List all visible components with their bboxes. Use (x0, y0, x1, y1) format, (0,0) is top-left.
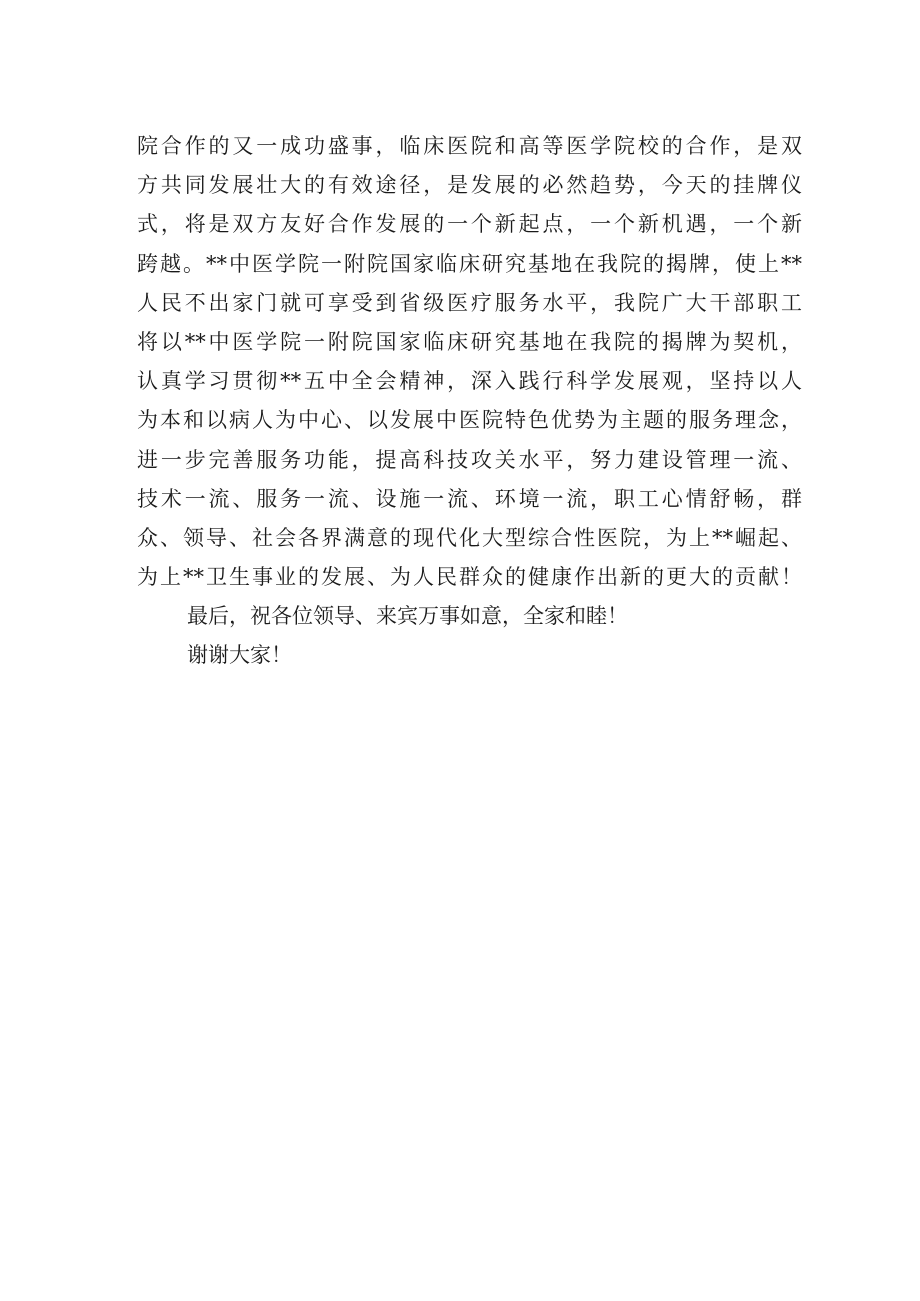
speech-body (137, 127, 802, 676)
paragraph-line: 跨越。**中医学院一附院国家临床研究基地在我院的揭牌，使上** (137, 251, 802, 276)
paragraph-line: 为上**卫生事业的发展、为人民群众的健康作出新的更大的贡献！ (137, 565, 802, 590)
paragraph-line: 式，将是双方友好合作发展的一个新起点，一个新机遇，一个新 (137, 212, 802, 237)
paragraph-line: 人民不出家门就可享受到省级医疗服务水平，我院广大干部职工 (137, 290, 802, 315)
paragraph-line: 为本和以病人为中心、以发展中医院特色优势为主题的服务理念， (137, 408, 802, 433)
paragraph-line: 众、领导、社会各界满意的现代化大型综合性医院，为上**崛起、 (137, 525, 802, 550)
thanks-line: 谢谢大家！ (187, 643, 292, 668)
paragraph-line: 方共同发展壮大的有效途径，是发展的必然趋势，今天的挂牌仪 (137, 173, 802, 198)
paragraph-line: 进一步完善服务功能，提高科技攻关水平，努力建设管理一流、 (137, 447, 802, 472)
closing-wish: 最后，祝各位领导、来宾万事如意，全家和睦！ (187, 604, 628, 629)
paragraph-line: 将以**中医学院一附院国家临床研究基地在我院的揭牌为契机， (137, 329, 802, 354)
paragraph-line: 院合作的又一成功盛事，临床医院和高等医学院校的合作，是双 (137, 134, 802, 158)
paragraph-line: 技术一流、服务一流、设施一流、环境一流，职工心情舒畅，群 (137, 486, 802, 511)
paragraph-line: 认真学习贯彻**五中全会精神，深入践行科学发展观，坚持以人 (137, 369, 802, 394)
